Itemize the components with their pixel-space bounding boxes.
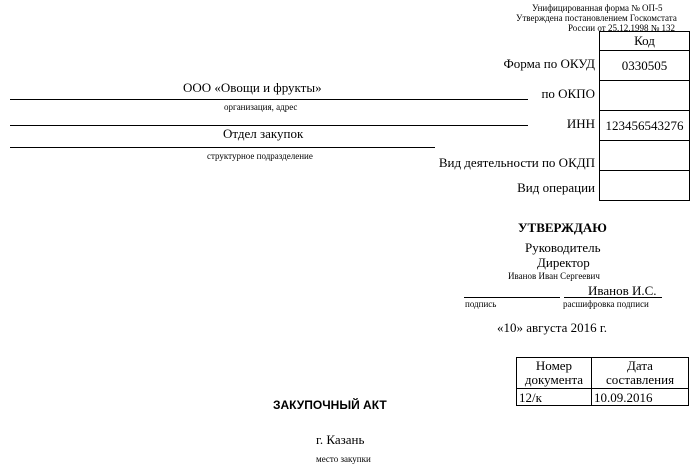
organization-name: ООО «Овощи и фрукты» (183, 80, 322, 95)
okpo-code (600, 81, 690, 111)
codes-table (599, 31, 690, 201)
doc-number-value: 12/к (517, 389, 592, 406)
approval-full-name: Иванов Иван Сергеевич (508, 271, 600, 281)
inn-code: 123456543276 (600, 111, 690, 141)
okdp-label: Вид деятельности по ОКДП (438, 155, 595, 170)
signature-caption: подпись (465, 299, 497, 309)
form-header-line1: Унифицированная форма № ОП-5 (532, 3, 663, 13)
department-name: Отдел закупок (223, 126, 304, 141)
doc-date-header (592, 358, 689, 389)
approval-date: «10» августа 2016 г. (497, 320, 607, 335)
department-line (10, 147, 435, 148)
codes-header: Код (600, 32, 690, 51)
decoding-caption: расшифровка подписи (563, 299, 649, 309)
doc-number-header-l2: документа (524, 372, 584, 387)
doc-date-value: 10.09.2016 (592, 389, 689, 406)
doc-date-header-l1: Дата (627, 358, 653, 373)
approval-position: Директор (537, 255, 590, 270)
form-header-line2: Утверждена постановлением Госкомстата (516, 13, 677, 23)
department-caption: структурное подразделение (207, 151, 313, 161)
inn-label: ИНН (566, 116, 595, 131)
act-city: г. Казань (316, 432, 365, 447)
document-table (516, 357, 689, 406)
okpo-label: по ОКПО (541, 86, 595, 101)
act-title: ЗАКУПОЧНЫЙ АКТ (273, 398, 387, 412)
okdp-code (600, 141, 690, 171)
operation-code (600, 171, 690, 201)
signature-line (464, 297, 560, 298)
approval-title: УТВЕРЖДАЮ (518, 220, 607, 235)
organization-line (10, 99, 528, 100)
doc-number-header-l1: Номер (535, 358, 573, 373)
okud-label: Форма по ОКУД (503, 56, 595, 71)
approval-role: Руководитель (525, 240, 601, 255)
doc-number-header (517, 358, 592, 389)
organization-caption: организация, адрес (224, 102, 298, 112)
form-header-line3: России от 25.12.1998 № 132 (568, 23, 676, 33)
okud-code: 0330505 (600, 51, 690, 81)
approval-signature-name: Иванов И.С. (588, 283, 657, 298)
operation-label: Вид операции (517, 180, 595, 195)
decoding-line (564, 297, 662, 298)
act-place-caption: место закупки (316, 454, 371, 464)
doc-date-header-l2: составления (605, 372, 675, 387)
